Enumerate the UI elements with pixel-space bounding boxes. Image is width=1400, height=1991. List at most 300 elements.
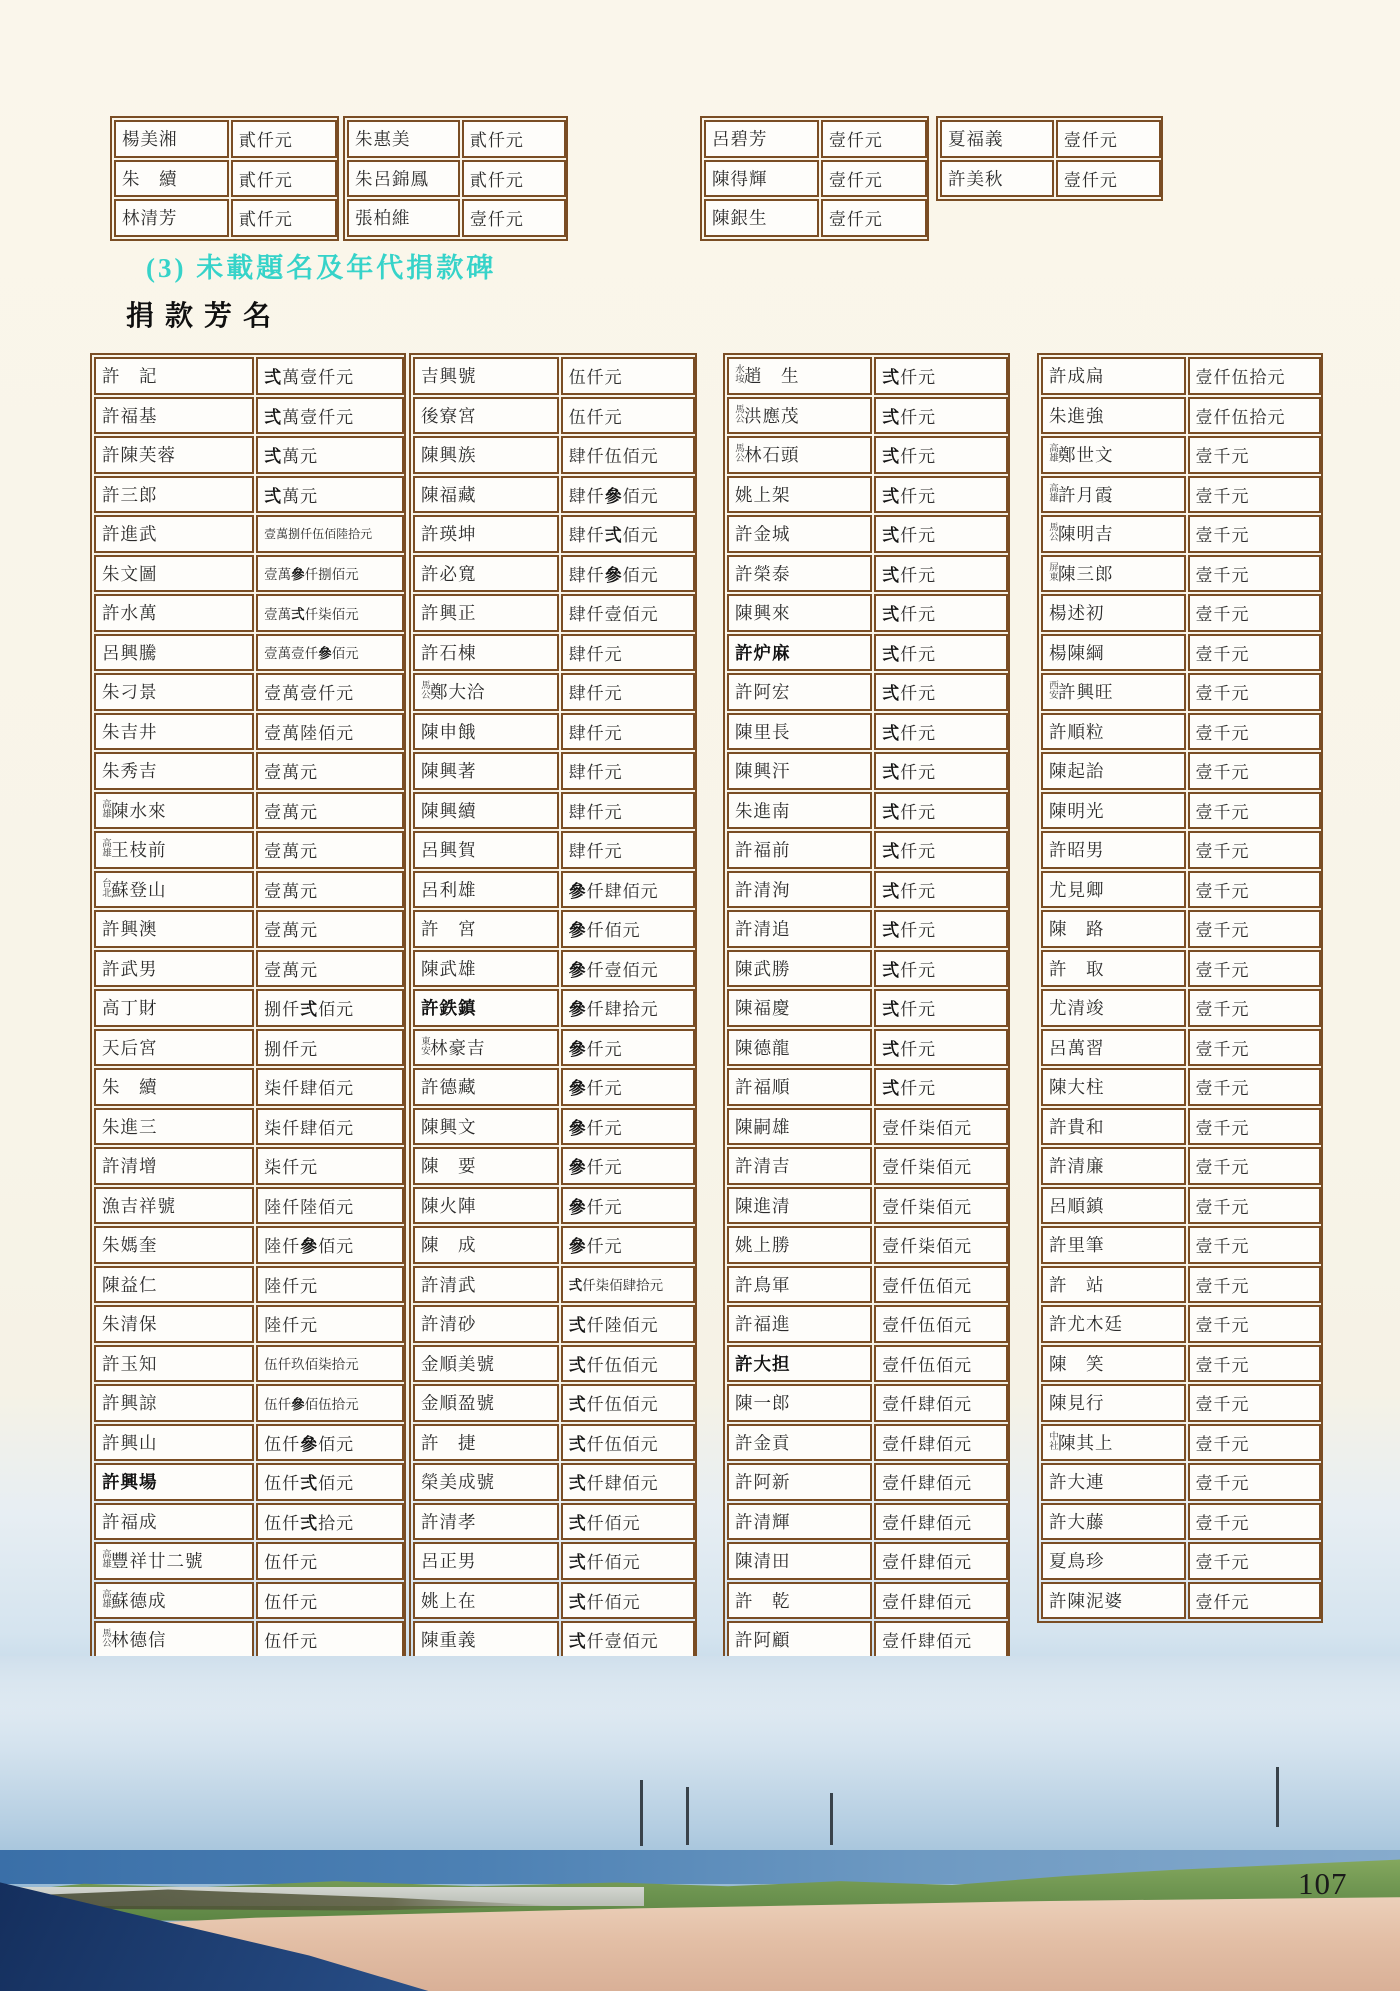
- donor-name: 蘇德成: [111, 1590, 167, 1611]
- donor-name-cell: [413, 752, 559, 790]
- donor-name: 朱進三: [102, 1116, 158, 1137]
- donation-amount-cell: 參 仟佰元: [561, 910, 695, 948]
- donor-name: 朱文圖: [102, 563, 158, 584]
- donor-name-cell: [94, 1503, 254, 1541]
- donation-amount-cell: 弍 仟元: [874, 673, 1008, 711]
- donor-name: 陳 笑: [1049, 1353, 1105, 1374]
- donor-name-cell: [94, 594, 254, 632]
- donation-amount-cell: 壹仟伍拾元: [1188, 357, 1321, 395]
- donor-name: 姚上勝: [735, 1235, 791, 1256]
- donation-amount-cell: 肆仟元: [561, 634, 695, 672]
- donation-amount-cell: 弍 萬元: [256, 436, 404, 474]
- donor-name: 許清砂: [421, 1314, 477, 1335]
- donor-name: 許順粒: [1049, 721, 1105, 742]
- donation-amount-cell: 參 仟元: [561, 1147, 695, 1185]
- donor-name: 陳得輝: [712, 168, 768, 189]
- donation-amount-cell: 壹千元: [1188, 910, 1321, 948]
- donor-name-cell: [727, 1384, 872, 1422]
- donation-amount-cell: 弍 仟伍佰元: [561, 1424, 695, 1462]
- donation-amount-cell: 參 仟元: [561, 1226, 695, 1264]
- donor-name-cell: [727, 752, 872, 790]
- donation-amount-cell: 陸仟 參 佰元: [256, 1226, 404, 1264]
- donation-amount-cell: 弍 仟元: [874, 436, 1008, 474]
- donation-amount-cell: 壹仟柒佰元: [874, 1108, 1008, 1146]
- donor-name: 陳德龍: [735, 1037, 791, 1058]
- donation-amount-cell: 弍 仟元: [874, 555, 1008, 593]
- donation-amount-cell: 壹千元: [1188, 1147, 1321, 1185]
- donation-amount-cell: 弍 仟元: [874, 752, 1008, 790]
- donor-name: 陳福慶: [735, 998, 791, 1019]
- section-heading: (3) 未載題名及年代捐款碑: [146, 253, 497, 283]
- donor-name-cell: [704, 120, 819, 158]
- donation-amount-cell: 壹萬元: [256, 910, 404, 948]
- donor-name: 許清追: [735, 919, 791, 940]
- donation-table: [343, 116, 568, 241]
- donor-name: 夏福義: [948, 129, 1004, 150]
- donor-name-cell: [413, 1424, 559, 1462]
- donation-amount-cell: 壹千元: [1188, 989, 1321, 1027]
- donor-name: 許金貢: [735, 1432, 791, 1453]
- donation-amount-cell: 參 仟肆佰元: [561, 871, 695, 909]
- donation-amount-cell: 壹仟伍佰元: [874, 1305, 1008, 1343]
- donor-name-cell: [1041, 1068, 1186, 1106]
- donor-name: 陳興文: [421, 1116, 477, 1137]
- donor-name: 許大担: [735, 1353, 791, 1374]
- donor-name: 許玉知: [102, 1353, 158, 1374]
- donor-name: 陳進清: [735, 1195, 791, 1216]
- donor-name: 王枝前: [111, 840, 167, 861]
- donor-name: 許三郎: [102, 484, 158, 505]
- donor-name-cell: [727, 713, 872, 751]
- donor-name-cell: [347, 120, 460, 158]
- donor-place-prefix: 台北: [100, 877, 110, 897]
- donor-name: 許月霞: [1058, 484, 1114, 505]
- donor-name-cell: [94, 515, 254, 553]
- donor-name-cell: [94, 831, 254, 869]
- donor-name: 朱進南: [735, 800, 791, 821]
- donation-amount-cell: 壹千元: [1188, 1503, 1321, 1541]
- donation-amount-cell: 貳仟元: [231, 160, 337, 198]
- donor-name: 許金城: [735, 524, 791, 545]
- donor-name-cell: [413, 910, 559, 948]
- donation-amount-cell: 壹千元: [1188, 1226, 1321, 1264]
- donor-name: 許德藏: [421, 1077, 477, 1098]
- donation-amount-cell: 參 仟元: [561, 1108, 695, 1146]
- donor-name: 陳重義: [421, 1630, 477, 1651]
- donor-name-cell: [727, 594, 872, 632]
- donor-name: 陳火陣: [421, 1195, 477, 1216]
- donor-name: 許清吉: [735, 1156, 791, 1177]
- donation-amount-cell: 弍 仟元: [874, 713, 1008, 751]
- donor-name: 楊陳綱: [1049, 642, 1105, 663]
- donor-name-cell: [413, 1542, 559, 1580]
- donation-amount-cell: 壹仟柒佰元: [874, 1226, 1008, 1264]
- donor-place-prefix: 馬公: [733, 443, 743, 463]
- donation-amount-cell: 弍 仟元: [874, 989, 1008, 1027]
- donor-name-cell: [1041, 1108, 1186, 1146]
- donation-amount-cell: 肆仟 參 佰元: [561, 555, 695, 593]
- donor-name-cell: [347, 160, 460, 198]
- donor-name: 鄭大洽: [430, 682, 486, 703]
- donor-name: 許阿宏: [735, 682, 791, 703]
- donor-name-cell: [413, 1029, 559, 1067]
- donor-place-prefix: 高雄: [100, 838, 110, 858]
- donor-name: 姚上在: [421, 1590, 477, 1611]
- donor-name-cell: [940, 120, 1054, 158]
- donor-name-cell: [727, 1108, 872, 1146]
- donor-name-cell: [727, 1345, 872, 1383]
- donor-name-cell: [1041, 950, 1186, 988]
- donation-amount-cell: 伍仟 弍 拾元: [256, 1503, 404, 1541]
- donation-amount-cell: 壹千元: [1188, 436, 1321, 474]
- donor-name-cell: [1041, 871, 1186, 909]
- donation-table: [723, 353, 1010, 1781]
- donation-amount-cell: 壹萬陸佰元: [256, 713, 404, 751]
- donation-amount-cell: 伍仟 參 佰伍拾元: [256, 1384, 404, 1422]
- donation-amount-cell: 伍仟元: [561, 357, 695, 395]
- donation-amount-cell: 壹仟柒佰元: [874, 1147, 1008, 1185]
- donation-amount-cell: 壹仟元: [462, 199, 566, 237]
- donor-name-cell: [413, 1147, 559, 1185]
- donation-amount-cell: 壹仟肆佰元: [874, 1503, 1008, 1541]
- donor-name: 陳起詒: [1049, 761, 1105, 782]
- donation-amount-cell: 弍 仟元: [874, 476, 1008, 514]
- donation-amount-cell: 壹仟元: [821, 199, 927, 237]
- donor-place-prefix: 馬公: [733, 403, 743, 423]
- donor-place-prefix: 馬公: [100, 1628, 110, 1648]
- donor-name-cell: [727, 436, 872, 474]
- donor-place-prefix: 馬公: [1047, 522, 1057, 542]
- donor-name-cell: [413, 1305, 559, 1343]
- donation-amount-cell: 壹萬元: [256, 831, 404, 869]
- donor-name: 陳水來: [111, 800, 167, 821]
- donor-name-cell: [1041, 1266, 1186, 1304]
- donation-amount-cell: 弍 仟柒佰肆拾元: [561, 1266, 695, 1304]
- donation-amount-cell: 弍 仟元: [874, 910, 1008, 948]
- donor-name: 林豪吉: [430, 1037, 486, 1058]
- donor-name-cell: [413, 1068, 559, 1106]
- donor-name: 夏鳥珍: [1049, 1551, 1105, 1572]
- donor-name: 豐祥廿二號: [111, 1551, 204, 1572]
- donor-name-cell: [413, 555, 559, 593]
- donation-amount-cell: 柒仟肆佰元: [256, 1068, 404, 1106]
- donor-name: 許尤木廷: [1049, 1314, 1123, 1335]
- donor-name: 許炉麻: [735, 642, 791, 663]
- donor-name-cell: [94, 1266, 254, 1304]
- donor-name: 許阿顧: [735, 1630, 791, 1651]
- donor-name: 陳興族: [421, 445, 477, 466]
- donor-name-cell: [413, 436, 559, 474]
- donation-amount-cell: 壹千元: [1188, 1463, 1321, 1501]
- donor-name-cell: [413, 1582, 559, 1620]
- donor-name-cell: [1041, 1542, 1186, 1580]
- donor-name-cell: [114, 199, 229, 237]
- donor-name: 林德信: [111, 1630, 167, 1651]
- donation-amount-cell: 參 仟肆拾元: [561, 989, 695, 1027]
- donation-amount-cell: 弍 仟元: [874, 357, 1008, 395]
- donor-name-cell: [704, 199, 819, 237]
- utility-pole: [640, 1780, 643, 1846]
- donation-amount-cell: 弍 仟元: [874, 397, 1008, 435]
- donor-name: 許興澳: [102, 919, 158, 940]
- donor-name-cell: [727, 1068, 872, 1106]
- donor-name: 許成扁: [1049, 366, 1105, 387]
- donor-name-cell: [94, 989, 254, 1027]
- donor-place-prefix: 西安: [1047, 680, 1057, 700]
- donation-amount-cell: 弍 仟元: [874, 831, 1008, 869]
- donation-amount-cell: 壹萬元: [256, 950, 404, 988]
- donor-name-cell: [413, 476, 559, 514]
- donation-amount-cell: 壹千元: [1188, 594, 1321, 632]
- donation-amount-cell: 肆仟元: [561, 673, 695, 711]
- donor-name: 許里筆: [1049, 1235, 1105, 1256]
- donation-amount-cell: 柒仟元: [256, 1147, 404, 1185]
- donor-name: 陳一郎: [735, 1393, 791, 1414]
- donor-name-cell: [1041, 594, 1186, 632]
- donor-name-cell: [94, 1108, 254, 1146]
- donor-name: 許清輝: [735, 1511, 791, 1532]
- donor-name-cell: [1041, 792, 1186, 830]
- donor-name-cell: [94, 1187, 254, 1225]
- donor-name: 許石棟: [421, 642, 477, 663]
- donor-name-cell: [94, 397, 254, 435]
- donor-name-cell: [727, 397, 872, 435]
- donation-amount-cell: 壹千元: [1188, 1187, 1321, 1225]
- donor-name-cell: [1041, 555, 1186, 593]
- donation-amount-cell: 參 仟元: [561, 1187, 695, 1225]
- donor-name-cell: [1041, 989, 1186, 1027]
- donation-amount-cell: 壹千元: [1188, 1424, 1321, 1462]
- donation-table: [700, 116, 929, 241]
- donor-name-cell: [94, 910, 254, 948]
- donor-name-cell: [1041, 831, 1186, 869]
- donor-name: 許清廉: [1049, 1156, 1105, 1177]
- donor-place-prefix: 高雄: [100, 1588, 110, 1608]
- donor-name: 許 宮: [421, 919, 477, 940]
- donation-amount-cell: 弍 仟元: [874, 871, 1008, 909]
- donor-name: 呂興騰: [102, 642, 158, 663]
- donation-amount-cell: 弍 仟元: [874, 594, 1008, 632]
- donor-name: 陳三郎: [1058, 563, 1114, 584]
- donation-amount-cell: 壹仟元: [1056, 160, 1161, 198]
- donation-amount-cell: 肆仟元: [561, 713, 695, 751]
- donor-name-cell: [413, 989, 559, 1027]
- donor-name: 陳其上: [1058, 1432, 1114, 1453]
- donor-name: 許興正: [421, 603, 477, 624]
- donor-name: 漁吉祥號: [102, 1195, 176, 1216]
- donor-name-cell: [1041, 357, 1186, 395]
- donor-name-cell: [1041, 1424, 1186, 1462]
- donor-name-cell: [413, 950, 559, 988]
- donor-name-cell: [94, 950, 254, 988]
- donor-name-cell: [727, 1305, 872, 1343]
- donation-amount-cell: 壹千元: [1188, 476, 1321, 514]
- donation-amount-cell: 弍 萬壹仟元: [256, 357, 404, 395]
- donor-name-cell: [94, 1582, 254, 1620]
- donation-amount-cell: 壹仟伍佰元: [874, 1266, 1008, 1304]
- donation-amount-cell: 壹千元: [1188, 1068, 1321, 1106]
- donor-name-cell: [727, 1621, 872, 1659]
- donor-name: 朱進強: [1049, 405, 1105, 426]
- donor-name-cell: [727, 634, 872, 672]
- donor-name: 後寮宮: [421, 405, 477, 426]
- donor-name-cell: [727, 673, 872, 711]
- donor-name-cell: [94, 792, 254, 830]
- donor-name-cell: [94, 1424, 254, 1462]
- donation-amount-cell: 壹千元: [1188, 1029, 1321, 1067]
- donor-name-cell: [727, 357, 872, 395]
- donation-amount-cell: 弍 仟元: [874, 792, 1008, 830]
- donation-amount-cell: 壹萬壹仟元: [256, 673, 404, 711]
- donor-name-cell: [1041, 634, 1186, 672]
- donation-amount-cell: 壹千元: [1188, 713, 1321, 751]
- donor-name-cell: [1041, 476, 1186, 514]
- donor-name-cell: [1041, 1305, 1186, 1343]
- donor-name-cell: [94, 713, 254, 751]
- donation-amount-cell: 壹仟肆佰元: [874, 1582, 1008, 1620]
- donation-amount-cell: 壹千元: [1188, 871, 1321, 909]
- donor-name: 陳見行: [1049, 1393, 1105, 1414]
- donation-amount-cell: 伍仟元: [256, 1542, 404, 1580]
- donation-amount-cell: 壹仟元: [1056, 120, 1161, 158]
- donor-name: 朱媽奎: [102, 1235, 158, 1256]
- donor-name: 許福順: [735, 1077, 791, 1098]
- donation-amount-cell: 壹千元: [1188, 792, 1321, 830]
- donor-name-cell: [94, 1068, 254, 1106]
- donor-name-cell: [94, 1226, 254, 1264]
- donor-name-cell: [1041, 1503, 1186, 1541]
- donor-name: 姚上架: [735, 484, 791, 505]
- donor-name: 陳興著: [421, 761, 477, 782]
- donor-name: 呂萬習: [1049, 1037, 1105, 1058]
- donor-name-cell: [727, 792, 872, 830]
- donor-name: 尤清竣: [1049, 998, 1105, 1019]
- donor-name-cell: [1041, 752, 1186, 790]
- donor-name: 天后宮: [102, 1037, 158, 1058]
- donor-place-prefix: 水垵: [733, 364, 743, 384]
- donation-amount-cell: 壹千元: [1188, 515, 1321, 553]
- donor-name-cell: [94, 436, 254, 474]
- donor-name: 楊美湘: [122, 129, 178, 150]
- donor-name: 許清增: [102, 1156, 158, 1177]
- donation-amount-cell: 肆仟壹佰元: [561, 594, 695, 632]
- donor-name-cell: [727, 1542, 872, 1580]
- donor-name-cell: [727, 1029, 872, 1067]
- donor-name-cell: [727, 831, 872, 869]
- donor-name: 許美秋: [948, 168, 1004, 189]
- donor-name: 許進武: [102, 524, 158, 545]
- donor-name: 陳 路: [1049, 919, 1105, 940]
- donor-name: 許福進: [735, 1314, 791, 1335]
- donor-name-cell: [1041, 1187, 1186, 1225]
- donor-place-prefix: 中社: [1047, 1430, 1057, 1450]
- donor-name-cell: [727, 910, 872, 948]
- donor-name: 許 記: [102, 366, 158, 387]
- donor-name-cell: [1041, 1029, 1186, 1067]
- donation-amount-cell: 壹萬 參 仟捌佰元: [256, 555, 404, 593]
- donation-amount-cell: 壹萬壹仟 參 佰元: [256, 634, 404, 672]
- donor-name-cell: [1041, 515, 1186, 553]
- donor-name: 許大連: [1049, 1472, 1105, 1493]
- donation-amount-cell: 柒仟肆佰元: [256, 1108, 404, 1146]
- donation-amount-cell: 壹仟肆佰元: [874, 1542, 1008, 1580]
- donor-name: 陳武雄: [421, 958, 477, 979]
- donor-name: 許興諒: [102, 1393, 158, 1414]
- donation-amount-cell: 貳仟元: [231, 199, 337, 237]
- donor-name-cell: [1041, 1226, 1186, 1264]
- donation-amount-cell: 伍仟元: [256, 1621, 404, 1659]
- donor-name: 許興場: [102, 1472, 158, 1493]
- donation-amount-cell: 壹千元: [1188, 1384, 1321, 1422]
- donor-name: 許清孝: [421, 1511, 477, 1532]
- donor-name-cell: [413, 397, 559, 435]
- donation-amount-cell: 壹仟肆佰元: [874, 1621, 1008, 1659]
- donor-name: 許 捷: [421, 1432, 477, 1453]
- donation-amount-cell: 壹萬元: [256, 871, 404, 909]
- donor-name-cell: [114, 160, 229, 198]
- donation-amount-cell: 陸仟陸佰元: [256, 1187, 404, 1225]
- donor-name: 朱刁景: [102, 682, 158, 703]
- donor-name-cell: [413, 1384, 559, 1422]
- donor-name: 朱清保: [102, 1314, 158, 1335]
- donor-name: 許清武: [421, 1274, 477, 1295]
- donation-amount-cell: 弍 仟佰元: [561, 1582, 695, 1620]
- donor-name: 許水萬: [102, 603, 158, 624]
- donor-name: 許陳芙蓉: [102, 445, 176, 466]
- donation-amount-cell: 弍 仟元: [874, 1029, 1008, 1067]
- donor-name-cell: [413, 1621, 559, 1659]
- donor-name-cell: [1041, 1582, 1186, 1620]
- donor-name: 許 站: [1049, 1274, 1105, 1295]
- donor-place-prefix: 高雄: [1047, 443, 1057, 463]
- donor-name: 呂興賀: [421, 840, 477, 861]
- donation-amount-cell: 弍 仟肆佰元: [561, 1463, 695, 1501]
- donor-name-cell: [94, 1305, 254, 1343]
- donor-name: 許 乾: [735, 1590, 791, 1611]
- donor-place-prefix: 東安: [419, 1035, 429, 1055]
- donation-amount-cell: 壹仟伍佰元: [874, 1345, 1008, 1383]
- donor-name: 陳清田: [735, 1551, 791, 1572]
- donor-name: 陳明光: [1049, 800, 1105, 821]
- donor-name: 許瑛坤: [421, 524, 477, 545]
- donor-name-cell: [94, 673, 254, 711]
- donor-name-cell: [704, 160, 819, 198]
- donation-amount-cell: 弍 仟伍佰元: [561, 1345, 695, 1383]
- donor-name: 陳武勝: [735, 958, 791, 979]
- donation-amount-cell: 壹千元: [1188, 752, 1321, 790]
- donor-name: 朱呂錦鳳: [355, 168, 429, 189]
- donation-amount-cell: 壹千元: [1188, 634, 1321, 672]
- donor-name-cell: [413, 1226, 559, 1264]
- donor-name-cell: [1041, 1147, 1186, 1185]
- donor-name-cell: [347, 199, 460, 237]
- donor-name: 許興山: [102, 1432, 158, 1453]
- donor-name-cell: [94, 634, 254, 672]
- utility-pole: [830, 1793, 833, 1845]
- donor-name-cell: [413, 792, 559, 830]
- donation-amount-cell: 壹千元: [1188, 555, 1321, 593]
- donation-amount-cell: 壹千元: [1188, 1542, 1321, 1580]
- donor-name-cell: [94, 1345, 254, 1383]
- donor-name-cell: [1041, 1345, 1186, 1383]
- donor-name: 許武男: [102, 958, 158, 979]
- donor-name: 尤見卿: [1049, 879, 1105, 900]
- donation-amount-cell: 弍 仟佰元: [561, 1503, 695, 1541]
- donation-amount-cell: 陸仟元: [256, 1305, 404, 1343]
- donor-name-cell: [727, 1147, 872, 1185]
- donation-amount-cell: 肆仟伍佰元: [561, 436, 695, 474]
- donor-name-cell: [413, 594, 559, 632]
